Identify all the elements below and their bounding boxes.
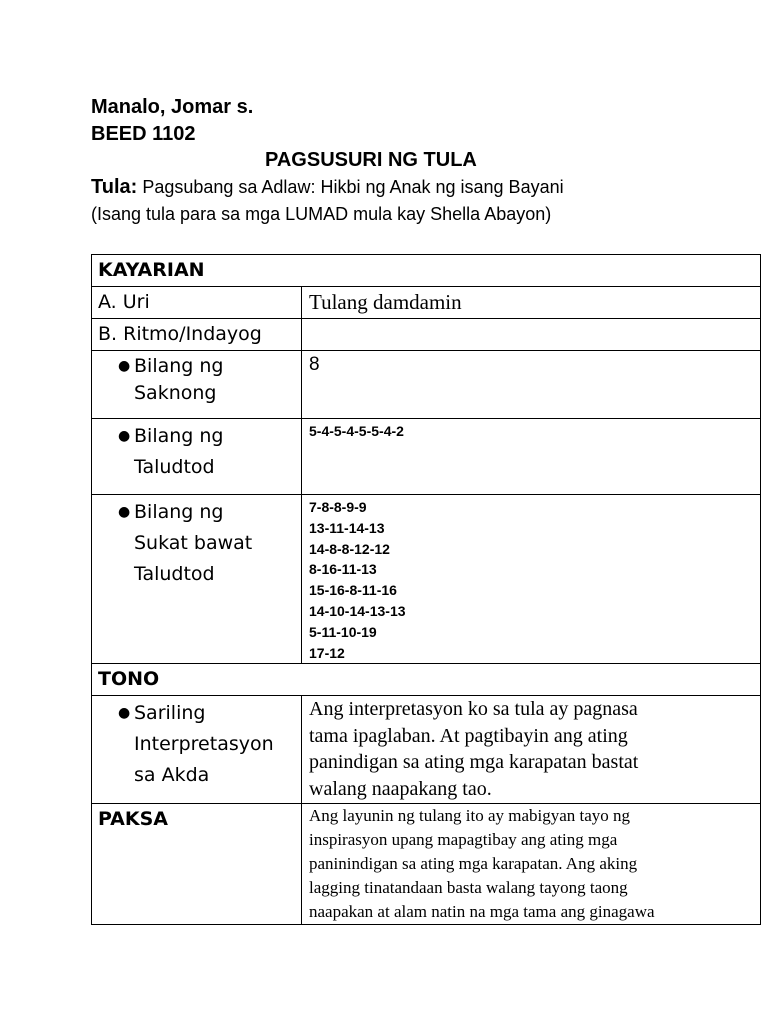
list-item: 13-11-14-13 <box>309 519 385 536</box>
uri-value: Tulang damdamin <box>302 287 761 319</box>
table-row <box>92 351 761 419</box>
taludtod-label-line: Bilang ng <box>134 425 224 447</box>
ritmo-label: B. Ritmo/Indayog <box>92 319 302 351</box>
text-line: Ang interpretasyon ko sa tula ay pagnasa <box>309 698 638 721</box>
taludtod-label-line: Taludtod <box>134 456 215 478</box>
text-line: panindigan sa ating mga karapatan bastat <box>309 751 639 774</box>
text-line: naapakan at alam natin na mga tama ang ginagawa <box>309 902 655 922</box>
text-line: paninindigan sa ating mga karapatan. Ang aking <box>309 854 638 874</box>
sukat-label-line: Sukat bawat <box>134 532 253 554</box>
taludtod-value: 5-4-5-4-5-5-4-2 <box>302 419 761 495</box>
saknong-value: 8 <box>302 351 761 419</box>
section-kayarian: KAYARIAN <box>92 255 761 287</box>
sukat-label-line: Taludtod <box>134 563 215 585</box>
document-title: PAGSUSURI NG TULA <box>265 149 477 171</box>
list-item: 17-12 <box>309 644 345 661</box>
sukat-values-cell <box>302 495 761 664</box>
list-item: 15-16-8-11-16 <box>309 582 397 599</box>
poem-line <box>91 176 564 198</box>
interp-label-line: sa Akda <box>134 764 210 787</box>
table-row <box>92 804 761 925</box>
list-item: 14-8-8-12-12 <box>309 540 390 557</box>
text-line: lagging tinatandaan basta walang tayong taong <box>309 878 628 898</box>
list-item: 7-8-8-9-9 <box>309 499 367 515</box>
taludtod-label-cell <box>92 419 302 495</box>
table-row <box>92 419 761 495</box>
text-line: inspirasyon upang mapagtibay ang ating mga <box>309 830 618 850</box>
paksa-value <box>302 804 761 925</box>
list-item: 5-11-10-19 <box>309 623 377 640</box>
uri-label: A. Uri <box>92 287 302 319</box>
text-line: Ang layunin ng tulang ito ay mabigyan tayo ng <box>309 806 631 826</box>
table-row <box>92 495 761 664</box>
ritmo-value <box>302 319 761 351</box>
text-line: tama ipaglaban. At pagtibayin ang ating <box>309 724 628 747</box>
interp-value <box>302 696 761 804</box>
saknong-label-cell <box>92 351 302 419</box>
bullet-icon: ● <box>118 358 131 374</box>
list-item: 8-16-11-13 <box>309 561 377 578</box>
table-row <box>92 287 761 319</box>
bullet-icon: ● <box>118 428 131 444</box>
bullet-icon: ● <box>118 705 131 722</box>
list-item: 14-10-14-13-13 <box>309 602 406 619</box>
sukat-values-list <box>309 497 760 663</box>
sukat-label-line: Bilang ng <box>134 501 224 523</box>
interp-label-line: Interpretasyon <box>134 733 274 756</box>
poem-label: Tula: <box>91 176 138 198</box>
interp-label-cell <box>92 696 302 804</box>
saknong-label-line: Saknong <box>134 382 217 404</box>
student-name: Manalo, Jomar s. <box>91 96 254 118</box>
poem-subtitle: (Isang tula para sa mga LUMAD mula kay Shella Abayon) <box>91 204 552 224</box>
text-line: walang naapakang tao. <box>309 777 492 800</box>
poem-title: Pagsubang sa Adlaw: Hikbi ng Anak ng isang Bayani <box>142 177 564 197</box>
table-row <box>92 255 761 287</box>
table-row <box>92 664 761 696</box>
section-paksa: PAKSA <box>92 804 302 925</box>
bullet-icon: ● <box>118 504 131 520</box>
course-code: BEED 1102 <box>91 123 196 145</box>
section-tono: TONO <box>92 664 761 696</box>
interp-label-line: Sariling <box>134 702 206 725</box>
analysis-table <box>91 254 761 925</box>
table-row <box>92 319 761 351</box>
table-row <box>92 696 761 804</box>
saknong-label-line: Bilang ng <box>134 355 224 377</box>
sukat-label-cell <box>92 495 302 664</box>
